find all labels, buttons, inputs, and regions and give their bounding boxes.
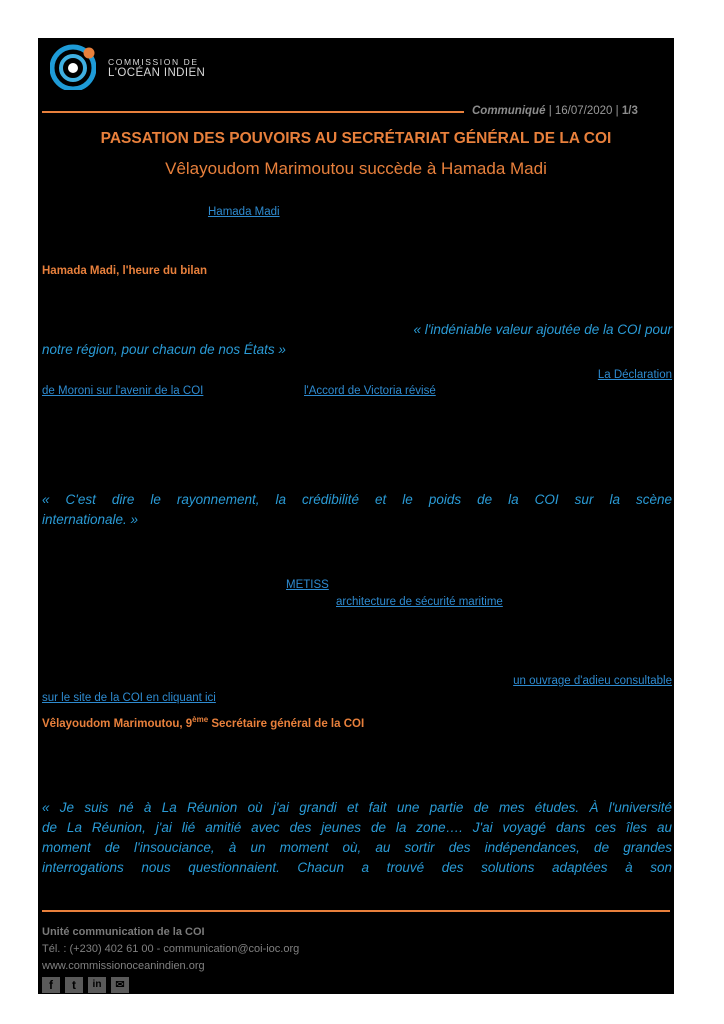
- email-icon[interactable]: ✉: [111, 977, 129, 993]
- link-accord-victoria[interactable]: l'Accord de Victoria révisé: [304, 385, 436, 397]
- header-rule: [42, 111, 464, 113]
- quote-3-line-1: « Je suis né à La Réunion où j'ai grandi et fait une partie de mes études. À l'université: [42, 800, 672, 815]
- page-number: 1/3: [621, 105, 638, 117]
- footer-website[interactable]: www.commissionoceanindien.org: [42, 960, 205, 972]
- page-title: PASSATION DES POUVOIRS AU SECRÉTARIAT GÉNÉRAL DE LA COI: [100, 130, 612, 147]
- section-heading-marimoutou: [42, 715, 364, 730]
- doc-date: 16/07/2020: [554, 105, 613, 117]
- quote-2-line-2: internationale. »: [42, 512, 139, 527]
- meta-separator: |: [615, 105, 619, 117]
- section-heading-bilan: Hamada Madi, l'heure du bilan: [42, 265, 208, 277]
- link-ouvrage-adieu[interactable]: un ouvrage d'adieu consultable: [513, 675, 672, 687]
- org-name-line1: COMMISSION DE: [108, 57, 199, 67]
- org-name-line2: L'OCÉAN INDIEN: [108, 67, 206, 79]
- footer-title: Unité communication de la COI: [42, 926, 205, 938]
- heading-text: Vêlayoudom Marimoutou, 9: [42, 717, 193, 730]
- quote-3-line-2: de La Réunion, j'ai lié amitié avec des jeunes de la zone…. J'ai voyagé dans ces îles au: [42, 820, 672, 835]
- quote-1-line-2: notre région, pour chacun de nos États »: [42, 342, 286, 357]
- link-hamada-madi[interactable]: Hamada Madi: [208, 206, 280, 218]
- quote-3-line-4: interrogations nous questionnaient. Chacun a trouvé des solutions adaptées à son: [42, 860, 672, 875]
- quote-2-line-1: « C'est dire le rayonnement, la crédibilité et le poids de la COI sur la scène: [42, 492, 672, 507]
- org-name: [108, 57, 205, 80]
- facebook-icon[interactable]: f: [42, 977, 60, 993]
- meta-separator: |: [548, 105, 552, 117]
- coi-logo-icon: [50, 44, 96, 90]
- quote-3-line-3: moment de l'insouciance, à un moment où, au sortir des indépendances, de grandes: [42, 840, 672, 855]
- link-architecture-securite-maritime[interactable]: architecture de sécurité maritime: [336, 596, 503, 608]
- quote-1-line-1: « l'indéniable valeur ajoutée de la COI pour: [413, 322, 672, 337]
- link-declaration-moroni-cont[interactable]: de Moroni sur l'avenir de la COI: [42, 385, 204, 397]
- document-page: [38, 38, 674, 994]
- footer-rule: [42, 910, 670, 912]
- link-declaration-moroni[interactable]: La Déclaration: [597, 369, 672, 381]
- ordinal-suffix: ème: [192, 715, 209, 724]
- linkedin-icon[interactable]: in: [88, 977, 106, 993]
- page-subtitle: Vêlayoudom Marimoutou succède à Hamada Madi: [165, 159, 547, 178]
- link-metiss[interactable]: METISS: [286, 579, 329, 591]
- doc-type: Communiqué: [472, 105, 546, 117]
- footer-contact: Tél. : (+230) 402 61 00 - communication@coi-ioc.org: [42, 943, 300, 955]
- heading-text: Secrétaire général de la COI: [208, 717, 365, 730]
- twitter-icon[interactable]: t: [65, 977, 83, 993]
- document-meta: [472, 105, 674, 117]
- link-site-coi[interactable]: sur le site de la COI en cliquant ici: [42, 692, 216, 704]
